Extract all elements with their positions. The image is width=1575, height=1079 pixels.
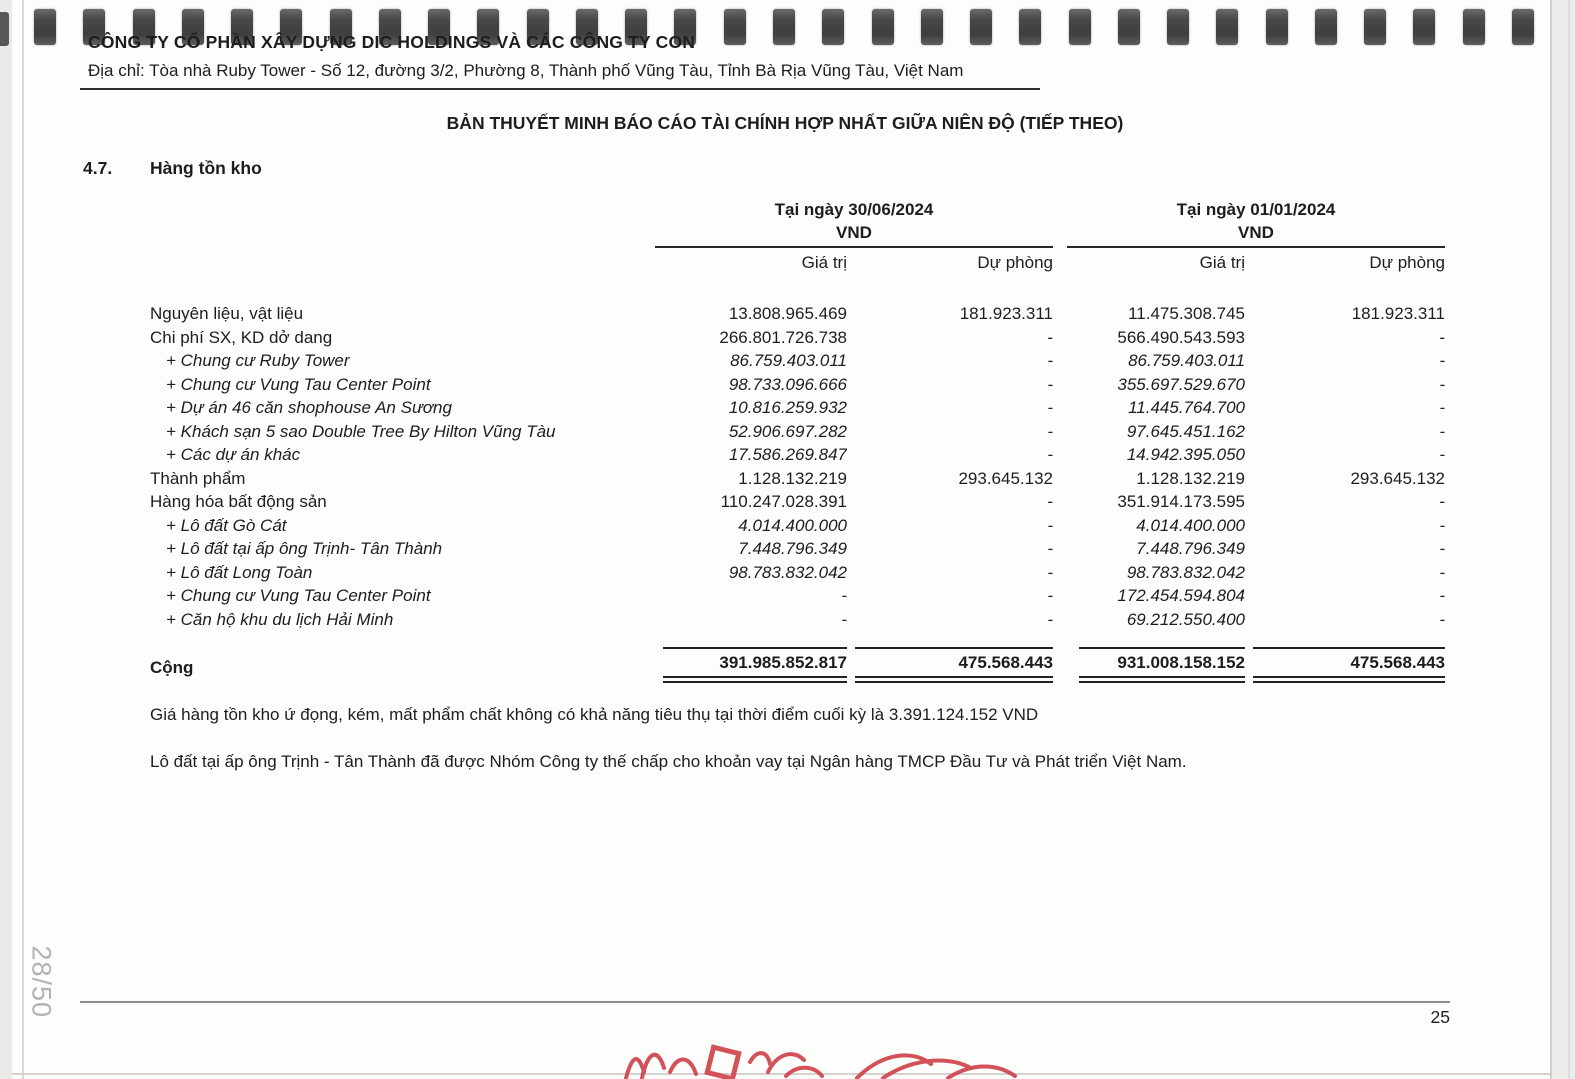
row-value: -: [1439, 351, 1445, 370]
column-header: Giá trị: [1199, 253, 1245, 272]
column-header: Dự phòng: [1369, 253, 1445, 272]
row-value: -: [1047, 562, 1053, 582]
row-value: 181.923.311: [1351, 304, 1445, 323]
row-value: -: [1439, 609, 1445, 629]
row-value: 10.816.259.932: [728, 398, 847, 417]
company-address: Địa chỉ: Tòa nhà Ruby Tower - Số 12, đường 3/2, Phường 8, Thành phố Vũng Tàu, Tỉnh Bà Rịa Vũng Tàu, Việt Nam: [80, 61, 1040, 90]
row-value: 293.645.132: [1350, 468, 1445, 488]
row-value: -: [1439, 539, 1445, 558]
row-value: 181.923.311: [959, 304, 1053, 323]
page-number: 25: [1430, 1007, 1450, 1027]
binding-hole-icon: [1019, 9, 1041, 45]
stamp-fragment-icon: [853, 1050, 1018, 1079]
table-row: [150, 302, 1445, 326]
binding-hole-icon: [921, 9, 943, 45]
binding-hole-icon: [1118, 9, 1140, 45]
table-row: [150, 561, 1445, 585]
row-value: 355.697.529.670: [1117, 374, 1245, 394]
row-value: -: [1047, 327, 1053, 347]
row-value: -: [1439, 445, 1445, 464]
row-value: -: [841, 586, 847, 605]
row-value: 293.645.132: [958, 468, 1053, 488]
table-total-row: [150, 647, 1445, 683]
row-value: -: [1047, 351, 1053, 370]
row-label: + Chung cư Vung Tau Center Point: [166, 586, 431, 605]
table-row: [150, 537, 1445, 561]
binding-hole-icon: [1167, 9, 1189, 45]
scan-edge-right: [1550, 0, 1575, 1079]
row-label: + Các dự án khác: [166, 445, 301, 464]
row-value: -: [1439, 586, 1445, 605]
row-value: 11.445.764.700: [1128, 398, 1245, 417]
row-label: + Lô đất Gò Cát: [166, 515, 287, 535]
row-value: 98.783.832.042: [728, 562, 847, 582]
footer-rule: [80, 1001, 1450, 1003]
row-label: + Lô đất Long Toàn: [166, 562, 313, 582]
scan-edge-left: [0, 0, 12, 1079]
row-value: 11.475.308.745: [1128, 304, 1245, 323]
row-value: 566.490.543.593: [1117, 327, 1245, 347]
row-value: -: [1047, 586, 1053, 605]
row-label: Nguyên liệu, vật liệu: [150, 304, 304, 323]
column-header: Dự phòng: [977, 253, 1053, 272]
row-value: 266.801.726.738: [719, 327, 847, 347]
binding-hole-icon: [1266, 9, 1288, 45]
binding-hole-icon: [0, 12, 9, 46]
row-value: -: [1439, 421, 1445, 441]
binding-hole-icon: [872, 9, 894, 45]
row-value: 97.645.451.162: [1126, 421, 1245, 441]
table-row: [150, 514, 1445, 538]
table-row: [150, 349, 1445, 373]
section-title: Hàng tồn kho: [150, 158, 262, 178]
group-date-label: Tại ngày 30/06/2024: [774, 200, 934, 219]
row-value: -: [1439, 374, 1445, 394]
sheet-number: 28/50: [26, 945, 57, 1019]
group-header-01-01-2024: [1053, 198, 1445, 248]
scan-edge-right-line: [1568, 0, 1570, 1079]
total-value: 475.568.443: [855, 647, 1053, 683]
row-value: 4.014.400.000: [1136, 515, 1245, 535]
binding-hole-icon: [1315, 9, 1337, 45]
note-land-mortgage: Lô đất tại ấp ông Trịnh - Tân Thành đã được Nhóm Công ty thế chấp cho khoản vay tại Ngân hàng TMCP Đầu Tư và Phát triển Việt Nam.: [150, 752, 1187, 771]
row-value: -: [1047, 445, 1053, 464]
row-value: 86.759.403.011: [1128, 351, 1245, 370]
table-row: [150, 326, 1445, 350]
row-label: + Lô đất tại ấp ông Trịnh- Tân Thành: [166, 539, 443, 558]
total-value: 391.985.852.817: [663, 647, 847, 683]
row-value: 98.733.096.666: [728, 374, 847, 394]
scan-edge-left-line: [22, 0, 24, 1079]
row-value: 7.448.796.349: [1136, 539, 1245, 558]
stamp-fragment-icon: [618, 1042, 828, 1079]
table-row: [150, 584, 1445, 608]
group-header-30-06-2024: [655, 198, 1053, 248]
company-name: CÔNG TY CỔ PHẦN XÂY DỰNG DIC HOLDINGS VÀ CÁC CÔNG TY CON: [88, 32, 696, 52]
row-value: -: [1439, 398, 1445, 417]
binding-hole-icon: [970, 9, 992, 45]
row-label: Hàng hóa bất động sản: [150, 492, 327, 511]
row-label: + Chung cư Vung Tau Center Point: [166, 374, 431, 394]
total-value: 931.008.158.152: [1079, 647, 1245, 683]
row-value: 98.783.832.042: [1126, 562, 1245, 582]
inventory-table-body: [150, 302, 1445, 631]
row-value: -: [1047, 539, 1053, 558]
row-label: + Căn hộ khu du lịch Hải Minh: [166, 609, 394, 629]
row-value: -: [1439, 327, 1445, 347]
binding-hole-icon: [1364, 9, 1386, 45]
table-group-header-row: [150, 198, 1445, 248]
binding-hole-icon: [1413, 9, 1435, 45]
table-row: [150, 420, 1445, 444]
row-value: 110.247.028.391: [720, 492, 847, 511]
row-value: -: [1439, 562, 1445, 582]
row-value: 1.128.132.219: [738, 468, 847, 488]
row-value: -: [1047, 421, 1053, 441]
row-value: -: [1047, 515, 1053, 535]
row-value: -: [1047, 609, 1053, 629]
row-label: Thành phẩm: [150, 468, 246, 488]
table-row: [150, 467, 1445, 491]
binding-hole-icon: [822, 9, 844, 45]
row-value: -: [1047, 492, 1053, 511]
row-value: 4.014.400.000: [738, 515, 847, 535]
binding-hole-icon: [1512, 9, 1534, 45]
section-number: 4.7.: [83, 158, 113, 178]
group-currency-label: VND: [836, 223, 872, 242]
group-currency-label: VND: [1238, 223, 1274, 242]
binding-hole-icon: [1216, 9, 1238, 45]
row-value: 17.586.269.847: [728, 445, 847, 464]
row-value: -: [1439, 515, 1445, 535]
row-value: 86.759.403.011: [730, 351, 847, 370]
row-value: 7.448.796.349: [738, 539, 847, 558]
row-value: 52.906.697.282: [728, 421, 847, 441]
row-value: 1.128.132.219: [1136, 468, 1245, 488]
group-date-label: Tại ngày 01/01/2024: [1176, 200, 1336, 219]
binding-hole-icon: [773, 9, 795, 45]
binding-hole-icon: [724, 9, 746, 45]
row-label: + Chung cư Ruby Tower: [166, 351, 350, 370]
table-row: [150, 608, 1445, 632]
column-header: Giá trị: [801, 253, 847, 272]
row-value: -: [1047, 398, 1053, 417]
table-row: [150, 373, 1445, 397]
row-label: + Dự án 46 căn shophouse An Sương: [166, 398, 452, 417]
row-value: -: [841, 609, 847, 629]
table-subheader-row: [150, 248, 1445, 278]
table-row: [150, 396, 1445, 420]
total-value: 475.568.443: [1253, 647, 1445, 683]
row-value: -: [1439, 492, 1445, 511]
row-value: -: [1047, 374, 1053, 394]
row-value: 351.914.173.595: [1117, 492, 1245, 511]
row-value: 69.212.550.400: [1126, 609, 1245, 629]
total-label: Cộng: [150, 658, 194, 677]
binding-hole-icon: [1069, 9, 1091, 45]
report-title: BẢN THUYẾT MINH BÁO CÁO TÀI CHÍNH HỢP NHẤT GIỮA NIÊN ĐỘ (TIẾP THEO): [446, 113, 1124, 133]
row-label: + Khách sạn 5 sao Double Tree By Hilton Vũng Tàu: [166, 421, 556, 441]
note-inventory-obsolete: Giá hàng tồn kho ứ đọng, kém, mất phẩm chất không có khả năng tiêu thụ tại thời điểm cuối kỳ là 3.391.124.152 VND: [150, 705, 1039, 724]
table-row: [150, 490, 1445, 514]
row-value: 172.454.594.804: [1117, 586, 1245, 605]
row-label: Chi phí SX, KD dở dang: [150, 327, 333, 347]
row-value: 14.942.395.050: [1126, 445, 1245, 464]
row-value: 13.808.965.469: [728, 304, 847, 323]
table-row: [150, 443, 1445, 467]
binding-hole-icon: [34, 9, 56, 45]
inventory-table: [150, 198, 1445, 683]
binding-hole-icon: [1463, 9, 1485, 45]
